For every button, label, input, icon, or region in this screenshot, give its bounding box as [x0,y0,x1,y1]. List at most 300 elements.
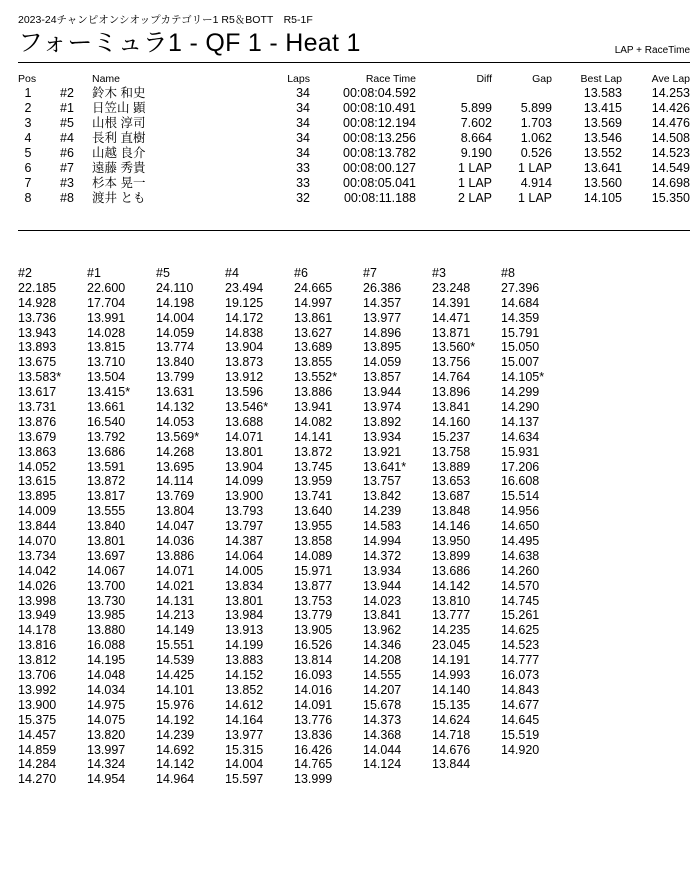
lap-time-cell: 14.082 [294,414,333,429]
lap-time-cell: 14.676 [432,742,471,757]
lap-time-cell: 14.059 [363,355,402,370]
lap-time-cell: 13.857 [363,370,402,385]
lap-time-cell: 13.904 [225,340,264,355]
lap-time-cell: 13.804 [156,504,195,519]
lap-time-cell: 14.677 [501,697,540,712]
lap-time-cell: 13.569* [156,429,200,444]
lap-time-cell: 13.955 [294,519,333,534]
result-car-number: #7 [60,161,74,175]
result-gap: 1.062 [520,131,552,145]
result-gap: 1 LAP [517,191,552,205]
lap-time-cell: 13.886 [156,548,195,563]
lap-time-cell: 14.954 [87,772,126,787]
lap-time-cell: 14.239 [363,504,402,519]
lap-time-cell: 13.815 [87,340,126,355]
lap-time-cell: 13.950 [432,534,471,549]
lap-time-cell: 13.686 [432,563,471,578]
lap-time-cell: 22.600 [87,280,126,295]
lap-time-cell: 14.368 [363,727,402,742]
lap-time-cell: 26.386 [363,280,402,295]
result-best-lap: 13.546 [583,131,622,145]
lap-time-cell: 13.921 [363,444,402,459]
result-pos: 5 [24,146,32,160]
lap-time-cell: 13.899 [432,548,471,563]
lap-time-cell: 14.539 [156,653,195,668]
result-driver-name: 鈴木 和史 [92,86,146,100]
lap-time-cell: 13.810 [432,593,471,608]
result-laps: 33 [296,176,310,190]
lap-time-cell: 14.299 [501,385,540,400]
lap-time-cell: 13.991 [87,310,126,325]
lap-time-cell: 13.841 [432,400,471,415]
lap-time-cell: 13.555 [87,504,126,519]
results-table [18,73,690,206]
lap-time-cell: 14.260 [501,563,540,578]
result-driver-name: 日笠山 顕 [92,101,146,115]
lap-time-cell: 14.023 [363,593,402,608]
lap-time-cell: 13.792 [87,429,126,444]
lap-time-cell: 14.425 [156,668,195,683]
lap-time-cell: 14.160 [432,414,471,429]
lap-time-cell: 13.769 [156,489,195,504]
result-car-number: #2 [60,86,74,100]
result-diff: 9.190 [460,146,492,160]
lap-time-cell: 14.838 [225,325,264,340]
lap-column-header: #5 [156,266,170,280]
lap-time-cell: 13.753 [294,593,333,608]
lap-time-cell: 13.617 [18,385,57,400]
result-laps: 34 [296,86,310,100]
lap-column [87,266,153,787]
result-diff: 1 LAP [457,161,492,175]
lap-time-cell: 15.135 [432,697,471,712]
lap-time-cell: 13.734 [18,548,57,563]
lap-time-cell: 14.070 [18,534,57,549]
lap-time-cell: 14.284 [18,757,57,772]
lap-time-cell: 13.844 [432,757,471,772]
page-title: フォーミュラ1 - QF 1 - Heat 1 [18,29,361,57]
lap-time-cell: 14.071 [156,563,195,578]
lap-time-cell: 23.494 [225,280,264,295]
lap-time-cell: 14.044 [363,742,402,757]
result-car-number: #5 [60,116,74,130]
result-best-lap: 13.560 [583,176,622,190]
lap-time-cell: 14.036 [156,534,195,549]
lap-time-cell: 13.836 [294,727,333,742]
lap-time-cell: 15.791 [501,325,540,340]
lap-time-cell: 15.514 [501,489,540,504]
lap-time-cell: 14.195 [87,653,126,668]
lap-time-cell: 13.801 [225,444,264,459]
lap-time-cell: 13.889 [432,459,471,474]
header-ave-lap: Ave Lap [651,73,690,85]
lap-time-cell: 13.817 [87,489,126,504]
lap-time-cell: 14.612 [225,697,264,712]
lap-time-cell: 13.959 [294,474,333,489]
result-laps: 34 [296,131,310,145]
lap-time-cell: 16.526 [294,638,333,653]
lap-time-cell: 13.799 [156,370,195,385]
lap-time-cell: 15.551 [156,638,195,653]
lap-time-cell: 14.624 [432,712,471,727]
lap-time-cell: 13.779 [294,608,333,623]
lap-time-cell: 13.848 [432,504,471,519]
lap-time-cell: 14.105* [501,370,545,385]
lap-time-cell: 14.859 [18,742,57,757]
lap-time-cell: 13.687 [432,489,471,504]
lap-column [363,266,429,772]
lap-column-header: #4 [225,266,239,280]
lap-time-cell: 14.692 [156,742,195,757]
result-diff: 2 LAP [457,191,492,205]
result-race-time: 00:08:10.491 [343,101,416,115]
lap-time-cell: 13.997 [87,742,126,757]
lap-time-cell: 24.110 [156,280,194,295]
lap-time-cell: 13.689 [294,340,333,355]
lap-time-cell: 14.152 [225,668,264,683]
top-divider [18,62,690,63]
lap-time-cell: 14.391 [432,295,471,310]
lap-time-cell: 14.765 [294,757,333,772]
lap-time-cell: 13.741 [294,489,333,504]
lap-column [156,266,222,787]
result-ave-lap: 14.549 [651,161,690,175]
lap-time-cell: 14.207 [363,682,402,697]
result-gap: 0.526 [520,146,552,160]
lap-time-cell: 14.199 [225,638,264,653]
lap-time-cell: 14.718 [432,727,471,742]
lap-time-cell: 13.776 [294,712,333,727]
lap-time-cell: 13.731 [18,400,57,415]
lap-time-cell: 14.137 [501,414,540,429]
lap-column-header: #8 [501,266,515,280]
result-driver-name: 杉本 晃一 [92,176,146,190]
lap-time-cell: 14.192 [156,712,195,727]
lap-time-cell: 14.009 [18,504,57,519]
lap-time-cell: 13.793 [225,504,264,519]
header-diff: Diff [476,73,492,85]
lap-time-cell: 14.208 [363,653,402,668]
lap-time-cell: 13.842 [363,489,402,504]
result-pos: 2 [24,101,32,115]
lap-time-cell: 13.700 [87,578,126,593]
lap-time-cell: 14.346 [363,638,402,653]
lap-time-cell: 14.132 [156,400,195,415]
lap-time-cell: 16.073 [501,668,540,683]
lap-time-cell: 14.495 [501,534,540,549]
header-laps: Laps [287,73,310,85]
result-diff: 8.664 [460,131,492,145]
result-car-number: #4 [60,131,74,145]
lap-time-cell: 14.198 [156,295,195,310]
lap-time-cell: 15.237 [432,429,471,444]
result-gap: 4.914 [520,176,552,190]
result-laps: 32 [296,191,310,205]
lap-time-cell: 13.872 [87,474,126,489]
lap-time-cell: 14.270 [18,772,57,787]
result-best-lap: 13.569 [583,116,622,130]
lap-time-cell: 14.067 [87,563,126,578]
result-ave-lap: 14.476 [651,116,690,130]
lap-time-cell: 14.650 [501,519,540,534]
result-race-time: 00:08:13.256 [343,131,416,145]
lap-time-cell: 13.797 [225,519,264,534]
lap-time-cell: 13.895 [363,340,402,355]
lap-time-cell: 13.985 [87,608,126,623]
lap-time-cell: 14.239 [156,727,195,742]
header-gap: Gap [532,73,552,85]
result-laps: 34 [296,116,310,130]
lap-time-cell: 13.943 [18,325,57,340]
lap-time-cell: 14.555 [363,668,402,683]
result-driver-name: 長利 直樹 [92,131,146,145]
lap-column-header: #7 [363,266,377,280]
lap-time-cell: 13.858 [294,534,333,549]
lap-time-cell: 13.840 [87,519,126,534]
lap-time-cell: 14.994 [363,534,402,549]
lap-time-cell: 15.050 [501,340,540,355]
result-race-time: 00:08:13.782 [343,146,416,160]
result-gap: 1.703 [520,116,552,130]
lap-time-cell: 13.697 [87,548,126,563]
lap-time-cell: 13.934 [363,429,402,444]
result-pos: 3 [24,116,32,130]
lap-time-cell: 13.883 [225,653,264,668]
lap-time-cell: 13.841 [363,608,402,623]
lap-time-cell: 14.099 [225,474,264,489]
result-race-time: 00:08:04.592 [343,86,416,100]
lap-time-cell: 14.004 [156,310,195,325]
lap-time-cell: 13.999 [294,772,333,787]
result-pos: 4 [24,131,32,145]
lap-time-cell: 13.758 [432,444,471,459]
lap-time-cell: 14.114 [156,474,194,489]
lap-time-cell: 15.261 [501,608,540,623]
lap-time-cell: 16.088 [87,638,126,653]
result-row [18,101,690,116]
result-gap: 5.899 [520,101,552,115]
lap-time-cell: 13.895 [18,489,57,504]
lap-time-cell: 14.997 [294,295,333,310]
lap-time-cell: 13.757 [363,474,402,489]
lap-time-cell: 14.191 [432,653,471,668]
result-driver-name: 山越 良介 [92,146,146,160]
lap-time-cell: 14.372 [363,548,402,563]
lap-time-cell: 13.814 [294,653,333,668]
lap-time-cell: 14.625 [501,623,540,638]
result-diff: 5.899 [460,101,492,115]
lap-time-cell: 13.863 [18,444,57,459]
lap-time-cell: 14.142 [156,757,195,772]
lap-time-cell: 14.071 [225,429,264,444]
lap-time-cell: 14.149 [156,623,195,638]
lap-time-cell: 15.007 [501,355,540,370]
lap-time-cell: 14.634 [501,429,540,444]
lap-time-cell: 13.679 [18,429,57,444]
result-diff: 7.602 [460,116,492,130]
lap-time-cell: 13.871 [432,325,471,340]
lap-time-cell: 14.026 [18,578,57,593]
lap-time-cell: 14.268 [156,444,195,459]
lap-time-cell: 14.053 [156,414,195,429]
lap-time-cell: 13.736 [18,310,57,325]
result-car-number: #1 [60,101,74,115]
lap-time-cell: 14.387 [225,534,264,549]
lap-time-cell: 13.686 [87,444,126,459]
lap-column-header: #3 [432,266,446,280]
lap-time-cell: 13.675 [18,355,57,370]
lap-time-cell: 13.627 [294,325,333,340]
lap-time-cell: 14.146 [432,519,471,534]
lap-time-cell: 14.324 [87,757,126,772]
lap-time-cell: 13.944 [363,578,402,593]
results-body [18,86,690,206]
result-best-lap: 13.552 [583,146,622,160]
lap-time-cell: 14.745 [501,593,540,608]
lap-time-cell: 19.125 [225,295,264,310]
result-driver-name: 山根 淳司 [92,116,146,130]
header-name: Name [92,73,121,85]
lap-time-cell: 13.984 [225,608,264,623]
lap-time-cell: 13.591 [87,459,126,474]
header-best-lap: Best Lap [580,73,622,85]
result-best-lap: 13.415 [583,101,622,115]
lap-time-cell: 13.710 [87,355,126,370]
result-pos: 6 [24,161,32,175]
lap-time-cell: 14.178 [18,623,57,638]
result-ave-lap: 14.426 [651,101,690,115]
lap-time-cell: 15.519 [501,727,540,742]
lap-time-cell: 13.900 [18,697,57,712]
lap-time-cell: 13.941 [294,400,333,415]
lap-time-cell: 13.873 [225,355,264,370]
lap-time-cell: 16.093 [294,668,333,683]
lap-time-cell: 14.777 [501,653,540,668]
lap-time-cell: 14.956 [501,504,540,519]
lap-time-cell: 14.164 [225,712,264,727]
lap-time-cell: 14.357 [363,295,402,310]
lap-time-cell: 13.872 [294,444,333,459]
lap-time-cell: 14.638 [501,548,540,563]
lap-time-cell: 14.089 [294,548,333,563]
result-car-number: #3 [60,176,74,190]
lap-time-cell: 13.560* [432,340,476,355]
lap-time-cell: 15.375 [18,712,57,727]
lap-time-cell: 13.640 [294,504,333,519]
lap-time-cell: 14.928 [18,295,57,310]
lap-time-cell: 13.904 [225,459,264,474]
lap-time-cell: 14.359 [501,310,540,325]
lap-time-cell: 14.975 [87,697,126,712]
lap-time-cell: 13.852 [225,682,264,697]
lap-time-cell: 13.631 [156,385,195,400]
lap-time-cell: 14.131 [156,593,195,608]
lap-time-cell: 13.893 [18,340,57,355]
result-row [18,161,690,176]
result-row [18,146,690,161]
lap-time-cell: 14.016 [294,682,333,697]
result-laps: 34 [296,146,310,160]
lap-time-cell: 27.396 [501,280,540,295]
lap-time-cell: 14.059 [156,325,195,340]
lap-time-cell: 13.977 [225,727,264,742]
lap-time-cell: 14.920 [501,742,540,757]
result-pos: 8 [24,191,32,205]
lap-time-cell: 14.213 [156,608,195,623]
result-best-lap: 13.583 [583,86,622,100]
result-diff: 1 LAP [457,176,492,190]
result-best-lap: 14.105 [583,191,622,205]
lap-time-cell: 15.971 [294,563,333,578]
lap-time-cell: 13.816 [18,638,57,653]
result-car-number: #8 [60,191,74,205]
lap-time-cell: 14.764 [432,370,471,385]
lap-time-cell: 13.661 [87,400,126,415]
lap-time-cell: 13.812 [18,653,57,668]
lap-column-header: #6 [294,266,308,280]
lap-time-cell: 22.185 [18,280,57,295]
lap-time-cell: 16.540 [87,414,126,429]
lap-time-cell: 14.235 [432,623,471,638]
lap-time-cell: 13.756 [432,355,471,370]
lap-time-cell: 24.665 [294,280,333,295]
result-race-time: 00:08:00.127 [343,161,416,175]
lap-time-cell: 13.596 [225,385,264,400]
lap-time-cell: 13.905 [294,623,333,638]
lap-time-cell: 14.021 [156,578,195,593]
lap-time-cell: 14.964 [156,772,195,787]
lap-column-header: #1 [87,266,101,280]
lap-time-cell: 14.141 [294,429,333,444]
lap-column [225,266,291,787]
lap-time-cell: 14.373 [363,712,402,727]
lap-time-cell: 13.641* [363,459,407,474]
lap-time-cell: 17.704 [87,295,126,310]
result-row [18,86,690,101]
lap-time-cell: 14.896 [363,325,402,340]
result-driver-name: 遠藤 秀貴 [92,161,146,175]
lap-time-cell: 13.801 [225,593,264,608]
lap-time-cell: 13.844 [18,519,57,534]
lap-time-cell: 13.962 [363,623,402,638]
lap-time-cell: 14.028 [87,325,126,340]
lap-time-cell: 17.206 [501,459,540,474]
lap-time-cell: 13.504 [87,370,126,385]
lap-time-cell: 14.034 [87,682,126,697]
lap-time-cell: 15.678 [363,697,402,712]
lap-time-cell: 14.048 [87,668,126,683]
results-header-row [18,73,690,86]
lap-column [18,266,84,787]
lap-time-cell: 15.931 [501,444,540,459]
lap-time-cell: 13.861 [294,310,333,325]
lap-time-cell: 14.684 [501,295,540,310]
lap-time-cell: 13.546* [225,400,269,415]
lap-time-cell: 13.977 [363,310,402,325]
lap-time-cell: 14.124 [363,757,402,772]
lap-time-cell: 14.075 [87,712,126,727]
result-row [18,191,690,206]
result-ave-lap: 14.508 [651,131,690,145]
result-ave-lap: 14.523 [651,146,690,160]
result-ave-lap: 14.698 [651,176,690,190]
lap-time-cell: 13.998 [18,593,57,608]
lap-time-cell: 13.912 [225,370,264,385]
result-race-time: 00:08:12.194 [343,116,416,130]
lap-time-cell: 15.597 [225,772,264,787]
lap-time-cell: 13.615 [18,474,57,489]
result-car-number: #6 [60,146,74,160]
